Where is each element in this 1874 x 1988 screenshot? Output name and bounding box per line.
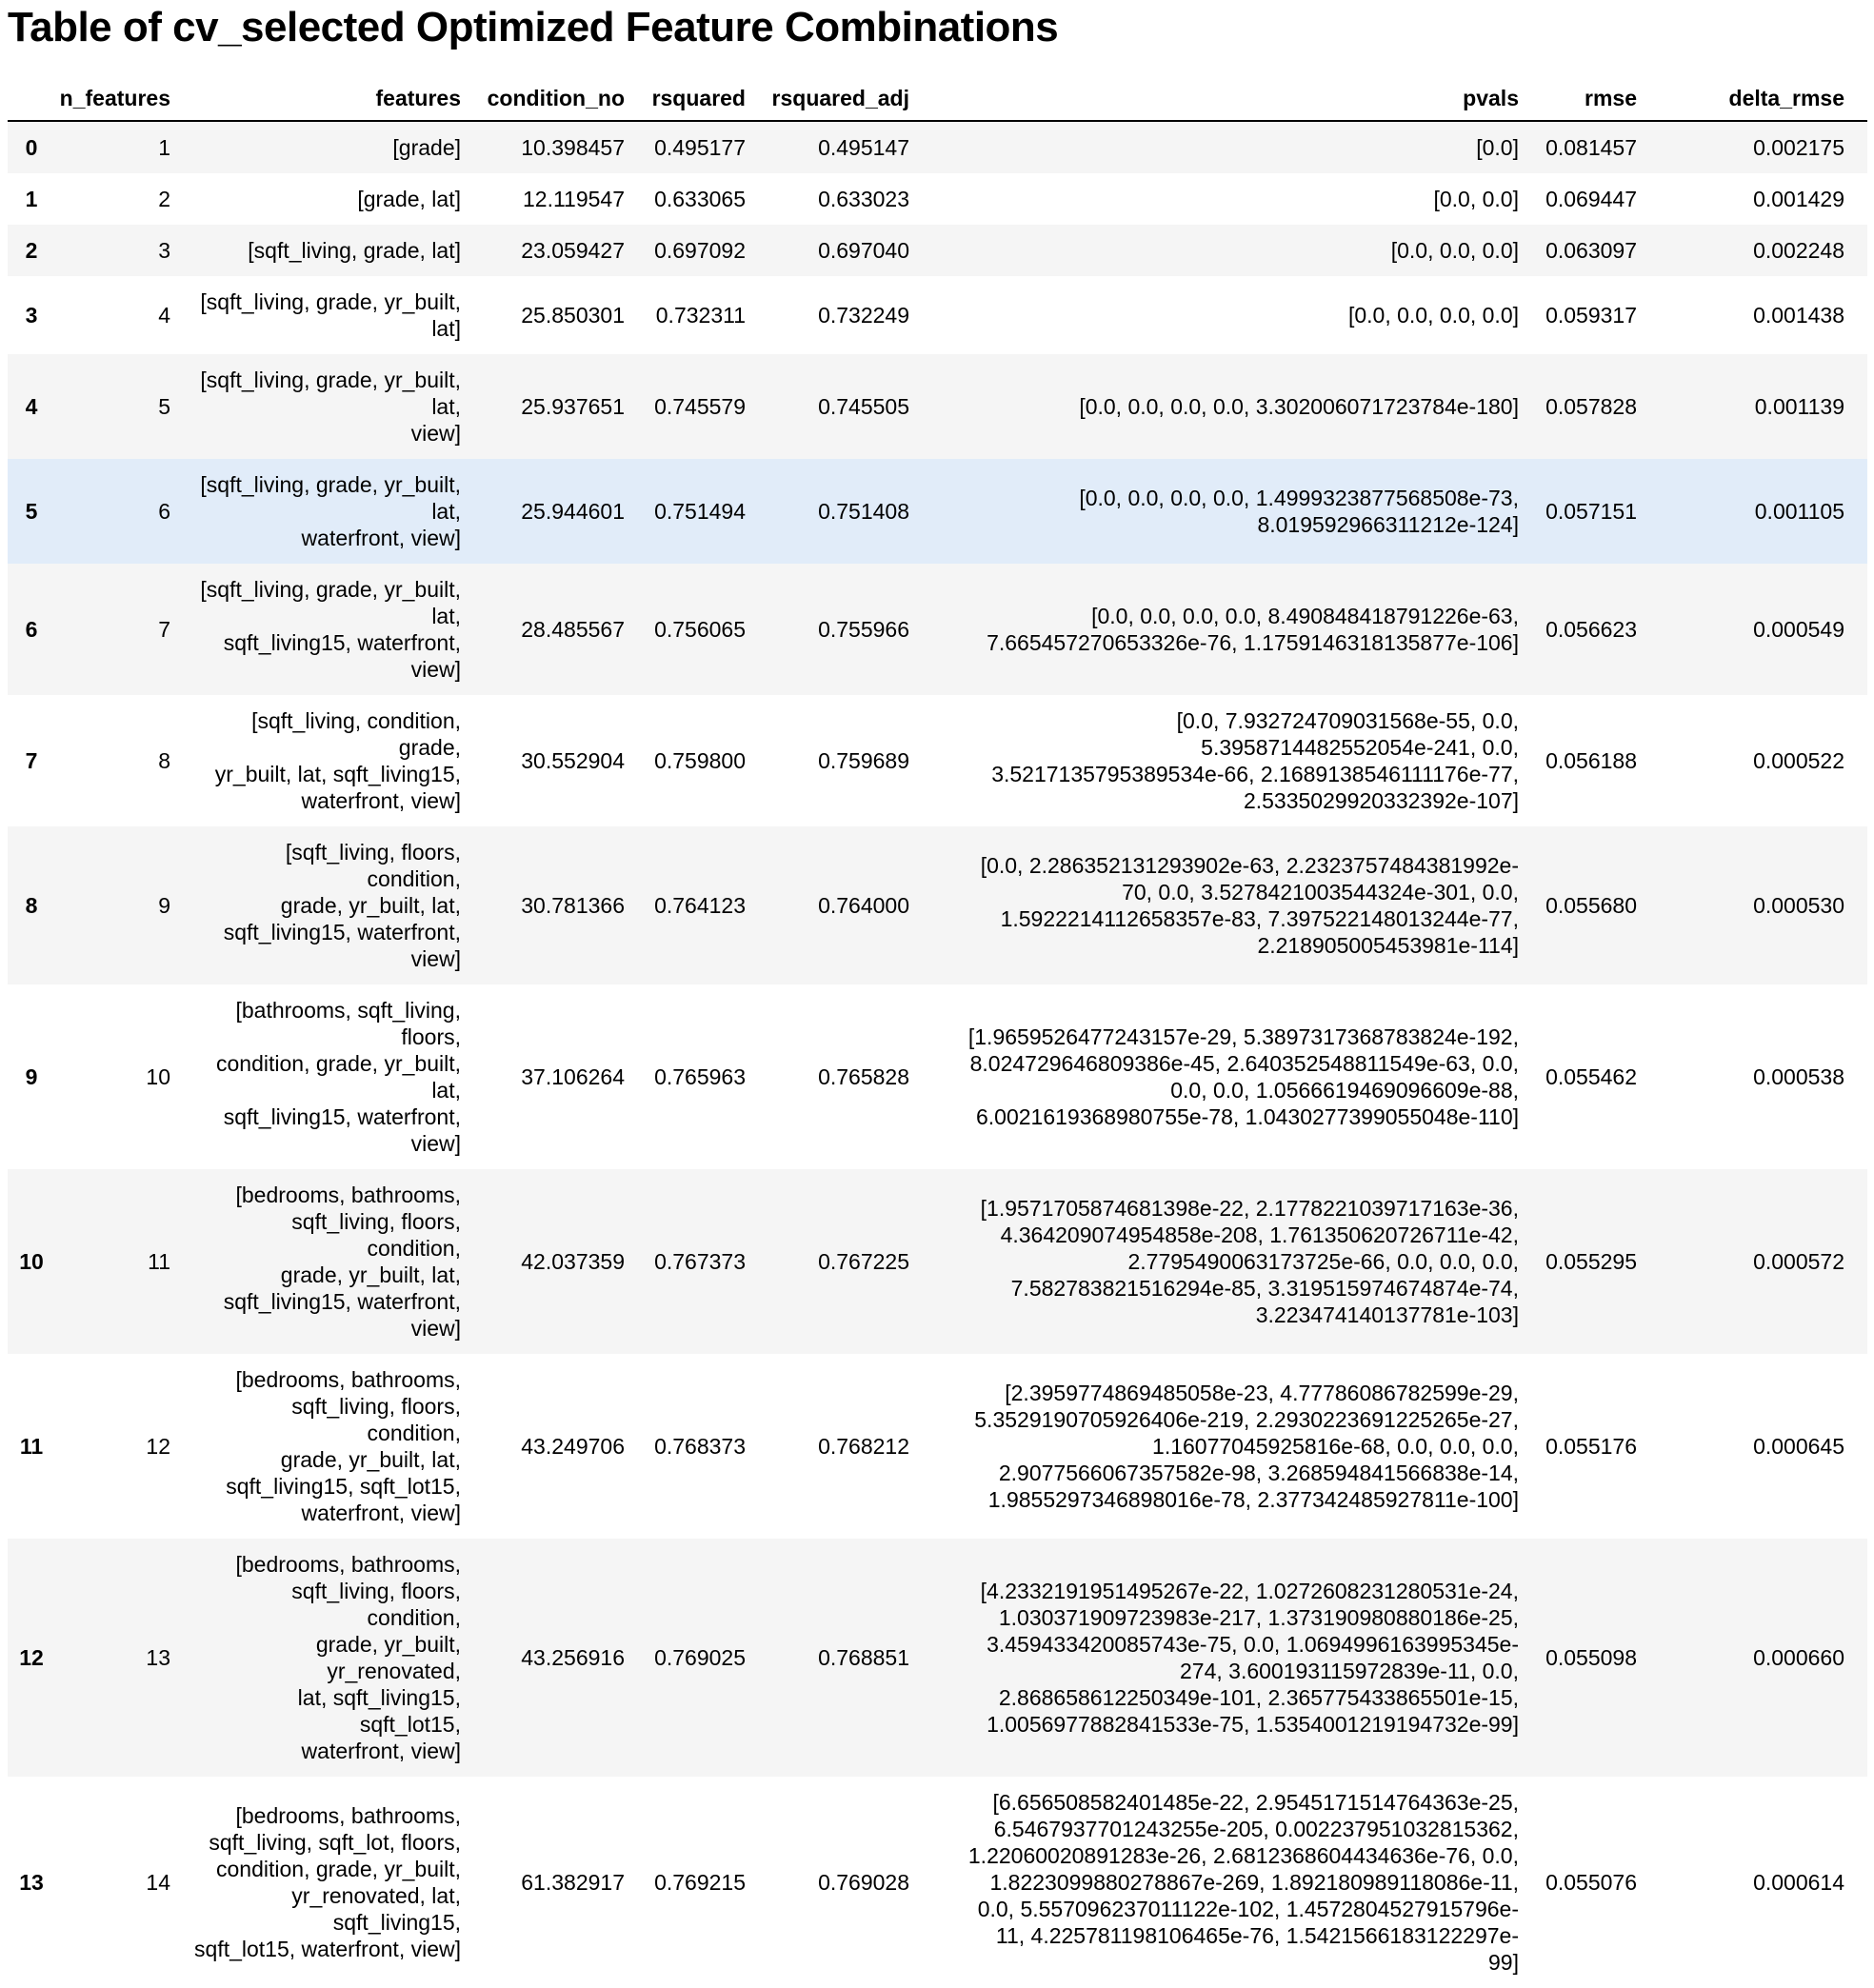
cell-condition-no: 37.106264	[521, 1064, 625, 1089]
cell-delta-rmse: 0.000645	[1753, 1434, 1844, 1459]
table-row	[8, 354, 1867, 459]
features-line: grade, yr_built, lat,	[280, 893, 461, 918]
features-line: waterfront, view]	[301, 788, 461, 813]
cell-condition-no: 25.850301	[521, 303, 625, 328]
pvals-line: 8.019592966311212e-124]	[1257, 512, 1519, 537]
table-row	[8, 1354, 1867, 1539]
cell-rsquared: 0.756065	[654, 617, 746, 642]
features-line: yr_renovated, lat, sqft_living15,	[291, 1883, 461, 1935]
pvals-line: [0.0, 0.0, 0.0, 0.0, 8.490848418791226e-63,	[1091, 604, 1519, 628]
cell-features	[193, 459, 484, 564]
cell-features	[193, 173, 484, 225]
pvals-line: 6.0021619368980755e-78, 1.0430277399055048e-110]	[975, 1104, 1519, 1129]
cell-condition-no: 12.119547	[522, 187, 625, 211]
pvals-line: 3.223474140137781e-103]	[1255, 1302, 1519, 1327]
cell-rmse: 0.063097	[1545, 238, 1637, 263]
table-row	[8, 121, 1867, 173]
cell-n-features: 4	[158, 303, 170, 328]
pvals-line: 7.582783821516294e-85, 3.319515974674874e-74,	[1010, 1276, 1519, 1301]
header-condition-no: condition_no	[484, 76, 648, 121]
cell-rsquared-adj: 0.768212	[818, 1434, 909, 1459]
cell-rmse: 0.059317	[1545, 303, 1637, 328]
row-index: 1	[25, 187, 38, 211]
header-rsquared: rsquared	[648, 76, 768, 121]
features-line: sqft_living, floors, condition,	[291, 1209, 461, 1261]
cell-n-features: 7	[158, 617, 170, 642]
row-index: 13	[19, 1870, 44, 1895]
features-line: waterfront, view]	[301, 1739, 461, 1763]
cell-delta-rmse: 0.000538	[1753, 1064, 1844, 1089]
features-line: [sqft_living, grade, yr_built, lat,	[200, 368, 461, 419]
table-row	[8, 173, 1867, 225]
table-row	[8, 695, 1867, 826]
pvals-line: [0.0, 7.932724709031568e-55, 0.0,	[1176, 708, 1519, 733]
features-line: [bedrooms, bathrooms,	[235, 1367, 461, 1392]
cell-delta-rmse: 0.000660	[1753, 1645, 1844, 1670]
features-line: sqft_living, floors, condition,	[291, 1579, 461, 1630]
pvals-line: [0.0, 0.0, 0.0, 0.0]	[1347, 303, 1519, 328]
features-line: [sqft_living, grade, yr_built, lat]	[200, 289, 461, 341]
cell-condition-no: 25.944601	[521, 499, 625, 524]
features-line: sqft_living15, waterfront, view]	[223, 1104, 461, 1156]
cell-rsquared: 0.633065	[654, 187, 746, 211]
table-row	[8, 1777, 1867, 1988]
pvals-line: [1.9659526477243157e-29, 5.3897317368783824e-192,	[967, 1024, 1519, 1049]
cell-n-features: 5	[158, 394, 170, 419]
features-line: [sqft_living, grade, yr_built, lat,	[200, 472, 461, 524]
cell-features	[193, 1539, 484, 1777]
cell-pvals	[932, 695, 1542, 826]
cell-delta-rmse: 0.000614	[1753, 1870, 1844, 1895]
cell-features	[193, 826, 484, 984]
cell-rsquared-adj: 0.732249	[818, 303, 909, 328]
features-line: [bedrooms, bathrooms,	[235, 1803, 461, 1828]
cell-rsquared-adj: 0.768851	[818, 1645, 909, 1670]
pvals-line: 2.868658612250349e-101, 2.365775433865501e-15,	[998, 1685, 1519, 1710]
pvals-line: 1.22060020891283e-26, 2.6812368604434636e-76, 0.0,	[967, 1843, 1519, 1868]
features-line: [grade, lat]	[357, 187, 461, 211]
cell-features	[193, 121, 484, 173]
pvals-line: 0.0, 5.557096237011122e-102, 1.4572804527915796e-	[977, 1897, 1519, 1921]
cell-features	[193, 354, 484, 459]
pvals-line: 8.024729646809386e-45, 2.640352548811549e-63, 0.0,	[969, 1051, 1519, 1076]
features-line: [grade]	[392, 135, 461, 160]
row-index: 7	[25, 748, 38, 773]
cell-delta-rmse: 0.001438	[1753, 303, 1844, 328]
cell-rmse: 0.057151	[1545, 499, 1637, 524]
features-line: waterfront, view]	[301, 526, 461, 550]
features-line: sqft_living, floors, condition,	[291, 1394, 461, 1445]
cell-delta-rmse: 0.001429	[1753, 187, 1844, 211]
features-line: sqft_living, sqft_lot, floors,	[209, 1830, 461, 1855]
table-row	[8, 276, 1867, 354]
cell-n-features: 11	[148, 1249, 170, 1274]
pvals-line: 1.8223099880278867e-269, 1.892180989118086e-11,	[989, 1870, 1519, 1895]
pvals-line: [4.2332191951495267e-22, 1.0272608231280531e-24,	[980, 1579, 1519, 1603]
header-features: features	[193, 76, 484, 121]
row-index: 3	[25, 303, 38, 328]
header-rsquared-adj: rsquared_adj	[768, 76, 932, 121]
cell-features	[193, 1777, 484, 1988]
cell-n-features: 6	[158, 499, 170, 524]
pvals-line: 1.0056977882841533e-75, 1.5354001219194732e-99]	[987, 1712, 1519, 1737]
cell-features	[193, 695, 484, 826]
cell-pvals	[932, 121, 1542, 173]
cell-features	[193, 984, 484, 1169]
cell-n-features: 12	[146, 1434, 170, 1459]
cell-n-features: 10	[146, 1064, 170, 1089]
cell-rmse: 0.055176	[1545, 1434, 1637, 1459]
cell-rmse: 0.055680	[1545, 893, 1637, 918]
pvals-line: [0.0, 2.286352131293902e-63, 2.2323757484381992e-	[980, 853, 1519, 878]
features-line: waterfront, view]	[301, 1501, 461, 1525]
pvals-line: 1.16077045925816e-68, 0.0, 0.0, 0.0,	[1152, 1434, 1519, 1459]
cell-rmse: 0.056188	[1545, 748, 1637, 773]
features-line: sqft_living15, waterfront, view]	[223, 1289, 461, 1341]
header-delta-rmse: delta_rmse	[1660, 76, 1867, 121]
pvals-line: 4.364209074954858e-208, 1.761350620726711e-42,	[1000, 1223, 1519, 1247]
cell-rsquared: 0.745579	[654, 394, 746, 419]
cell-rsquared: 0.697092	[654, 238, 746, 263]
pvals-line: 99]	[1488, 1950, 1519, 1975]
pvals-line: 6.5467937701243255e-205, 0.002237951032815362,	[993, 1817, 1519, 1841]
row-index: 9	[25, 1064, 38, 1089]
cell-rsquared: 0.759800	[654, 748, 746, 773]
row-index: 4	[25, 394, 38, 419]
cell-features	[193, 1169, 484, 1354]
cell-condition-no: 23.059427	[521, 238, 625, 263]
cell-condition-no: 61.382917	[521, 1870, 625, 1895]
cell-n-features: 1	[158, 135, 170, 160]
cell-rsquared: 0.767373	[654, 1249, 746, 1274]
row-index: 10	[19, 1249, 44, 1274]
features-line: sqft_lot15, waterfront, view]	[194, 1937, 461, 1961]
cell-n-features: 14	[146, 1870, 170, 1895]
cell-pvals	[932, 564, 1542, 695]
cell-delta-rmse: 0.000572	[1753, 1249, 1844, 1274]
cell-rmse: 0.055098	[1545, 1645, 1637, 1670]
features-line: yr_built, lat, sqft_living15,	[214, 762, 461, 786]
features-line: lat, sqft_living15, sqft_lot15,	[297, 1685, 461, 1737]
pvals-line: 2.5335029920332392e-107]	[1243, 788, 1519, 813]
pvals-line: 1.9855297346898016e-78, 2.377342485927811e-100]	[987, 1487, 1519, 1512]
cell-features	[193, 225, 484, 276]
cell-pvals	[932, 1539, 1542, 1777]
cell-rsquared-adj: 0.697040	[818, 238, 909, 263]
cell-condition-no: 30.781366	[521, 893, 625, 918]
cell-rsquared: 0.769215	[654, 1870, 746, 1895]
pvals-line: [0.0, 0.0, 0.0]	[1390, 238, 1519, 263]
cell-condition-no: 28.485567	[521, 617, 625, 642]
cell-rsquared: 0.769025	[654, 1645, 746, 1670]
cell-delta-rmse: 0.001139	[1754, 394, 1844, 419]
features-line: [bathrooms, sqft_living, floors,	[235, 998, 461, 1049]
pvals-line: 2.9077566067357582e-98, 3.268594841566838e-14,	[998, 1461, 1519, 1485]
pvals-line: 3.459433420085743e-75, 0.0, 1.0694996163995345e-	[987, 1632, 1519, 1657]
cell-features	[193, 564, 484, 695]
cell-pvals	[932, 1354, 1542, 1539]
pvals-line: 3.5217135795389534e-66, 2.1689138546111176e-77,	[991, 762, 1519, 786]
cell-condition-no: 43.256916	[521, 1645, 625, 1670]
pvals-line: 5.3958714482552054e-241, 0.0,	[1201, 735, 1519, 760]
table-row	[8, 564, 1867, 695]
pvals-line: 0.0, 0.0, 1.0566619469096609e-88,	[1170, 1078, 1519, 1103]
pvals-line: 274, 3.600193115972839e-11, 0.0,	[1180, 1659, 1519, 1683]
features-line: condition, grade, yr_built, lat,	[216, 1051, 461, 1103]
cell-rsquared: 0.751494	[654, 499, 746, 524]
cell-features	[193, 1354, 484, 1539]
cell-rsquared: 0.495177	[654, 135, 746, 160]
cell-pvals	[932, 826, 1542, 984]
table-body	[8, 121, 1867, 1988]
cell-rmse: 0.055076	[1545, 1870, 1637, 1895]
cell-condition-no: 30.552904	[521, 748, 625, 773]
pvals-line: 2.7795490063173725e-66, 0.0, 0.0, 0.0,	[1127, 1249, 1519, 1274]
pvals-line: 2.218905005453981e-114]	[1257, 933, 1519, 958]
features-line: sqft_living15, waterfront, view]	[223, 630, 461, 682]
features-line: [bedrooms, bathrooms,	[235, 1552, 461, 1577]
cell-condition-no: 43.249706	[521, 1434, 625, 1459]
cell-n-features: 8	[158, 748, 170, 773]
row-index: 11	[19, 1434, 44, 1459]
page-title: Table of cv_selected Optimized Feature Combinations	[8, 4, 1059, 50]
cell-pvals	[932, 225, 1542, 276]
cell-pvals	[932, 354, 1542, 459]
pvals-line: [0.0, 0.0]	[1433, 187, 1519, 211]
cell-delta-rmse: 0.000530	[1753, 893, 1844, 918]
cell-n-features: 9	[158, 893, 170, 918]
cell-rmse: 0.069447	[1545, 187, 1637, 211]
pvals-line: [2.3959774869485058e-23, 4.77786086782599e-29,	[1005, 1381, 1519, 1405]
cell-rsquared: 0.768373	[654, 1434, 746, 1459]
row-index: 0	[25, 135, 38, 160]
cell-rmse: 0.055295	[1545, 1249, 1637, 1274]
cell-delta-rmse: 0.001105	[1754, 499, 1844, 524]
cell-pvals	[932, 276, 1542, 354]
pvals-line: 11, 4.225781198106465e-76, 1.5421566183122297e-	[995, 1923, 1519, 1948]
cell-rsquared-adj: 0.745505	[818, 394, 909, 419]
table-row	[8, 1539, 1867, 1777]
pvals-line: [6.656508582401485e-22, 2.9545171514764363e-25,	[992, 1790, 1519, 1815]
pvals-line: [0.0]	[1476, 135, 1519, 160]
cell-rmse: 0.055462	[1545, 1064, 1637, 1089]
pvals-line: 70, 0.0, 3.5278421003544324e-301, 0.0,	[1122, 880, 1519, 905]
row-index: 12	[19, 1645, 44, 1670]
cell-rsquared-adj: 0.767225	[818, 1249, 909, 1274]
table-row	[8, 1169, 1867, 1354]
header-rmse: rmse	[1542, 76, 1660, 121]
table-row	[8, 984, 1867, 1169]
cell-rsquared-adj: 0.633023	[818, 187, 909, 211]
cell-rmse: 0.081457	[1545, 135, 1637, 160]
table-row	[8, 225, 1867, 276]
cell-rsquared-adj: 0.765828	[818, 1064, 909, 1089]
header-index	[8, 76, 55, 121]
cell-rsquared-adj: 0.769028	[818, 1870, 909, 1895]
header-row	[8, 76, 1867, 121]
cell-n-features: 3	[158, 238, 170, 263]
cell-delta-rmse: 0.002175	[1753, 135, 1844, 160]
cell-features	[193, 276, 484, 354]
features-line: [sqft_living, floors, condition,	[285, 840, 461, 891]
cell-condition-no: 10.398457	[521, 135, 625, 160]
cell-rsquared: 0.764123	[654, 893, 746, 918]
features-line: grade, yr_built, lat,	[280, 1447, 461, 1472]
cell-pvals	[932, 984, 1542, 1169]
pvals-line: [1.9571705874681398e-22, 2.1778221039717163e-36,	[980, 1196, 1519, 1221]
cell-rsquared-adj: 0.751408	[818, 499, 909, 524]
cell-rsquared: 0.732311	[655, 303, 746, 328]
features-line: [sqft_living, grade, lat]	[248, 238, 461, 263]
cell-rmse: 0.057828	[1545, 394, 1637, 419]
features-line: sqft_living15, waterfront, view]	[223, 920, 461, 971]
header-pvals: pvals	[932, 76, 1542, 121]
cell-delta-rmse: 0.000522	[1753, 748, 1844, 773]
features-line: [sqft_living, condition, grade,	[251, 708, 461, 760]
header-n-features: n_features	[55, 76, 193, 121]
features-line: grade, yr_built, lat,	[280, 1262, 461, 1287]
cell-rsquared: 0.765963	[654, 1064, 746, 1089]
features-line: view]	[410, 421, 461, 446]
cell-pvals	[932, 1169, 1542, 1354]
row-index: 8	[25, 893, 38, 918]
features-line: condition, grade, yr_built,	[216, 1857, 461, 1881]
features-line: [bedrooms, bathrooms,	[235, 1183, 461, 1207]
pvals-line: 1.030371909723983e-217, 1.373190980880186e-25,	[998, 1605, 1519, 1630]
cell-rsquared-adj: 0.759689	[818, 748, 909, 773]
cell-rsquared-adj: 0.764000	[818, 893, 909, 918]
table-row	[8, 459, 1867, 564]
row-index: 6	[25, 617, 38, 642]
cell-delta-rmse: 0.000549	[1753, 617, 1844, 642]
features-line: [sqft_living, grade, yr_built, lat,	[200, 577, 461, 628]
pvals-line: 7.665457270653326e-76, 1.1759146318135877e-106]	[987, 630, 1519, 655]
cell-n-features: 13	[146, 1645, 170, 1670]
cell-delta-rmse: 0.002248	[1753, 238, 1844, 263]
results-table	[8, 76, 1867, 1988]
cell-rsquared-adj: 0.495147	[818, 135, 909, 160]
pvals-line: [0.0, 0.0, 0.0, 0.0, 3.302006071723784e-180]	[1079, 394, 1519, 419]
cell-condition-no: 25.937651	[521, 394, 625, 419]
pvals-line: [0.0, 0.0, 0.0, 0.0, 1.4999323877568508e-73,	[1079, 486, 1519, 510]
cell-pvals	[932, 173, 1542, 225]
cell-n-features: 2	[158, 187, 170, 211]
cell-rsquared-adj: 0.755966	[818, 617, 909, 642]
row-index: 5	[25, 499, 38, 524]
cell-pvals	[932, 459, 1542, 564]
cell-pvals	[932, 1777, 1542, 1988]
pvals-line: 5.3529190705926406e-219, 2.2930223691225265e-27,	[974, 1407, 1519, 1432]
cell-condition-no: 42.037359	[521, 1249, 625, 1274]
pvals-line: 1.5922214112658357e-83, 7.397522148013244e-77,	[1000, 906, 1519, 931]
row-index: 2	[25, 238, 38, 263]
cell-rmse: 0.056623	[1545, 617, 1637, 642]
table-row	[8, 826, 1867, 984]
features-line: sqft_living15, sqft_lot15,	[226, 1474, 461, 1499]
features-line: grade, yr_built, yr_renovated,	[315, 1632, 461, 1683]
